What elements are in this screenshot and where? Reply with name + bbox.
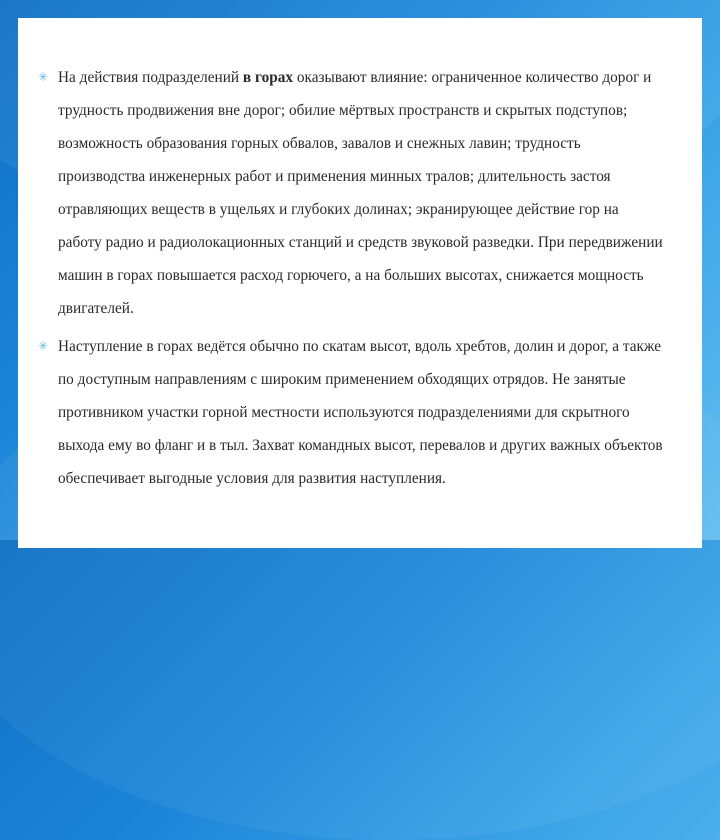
- bullet-text-bold: в горах: [242, 69, 294, 86]
- bullet-text: Наступление в горах ведётся обычно по скатам высот, вдоль хребтов, долин и дорог, а также по доступным направлениям с широким применением обходящих отрядов. Не занятые противником участки горной местности используются подразделениями для скрытного выхода ему во фланг и в тыл. Захват командных высот, перевалов и других важных объектов обеспечивает выгодные условия для развития наступления.: [58, 338, 663, 487]
- bullet-item-offensive: [32, 330, 666, 495]
- asterisk-bullet-icon: ✳: [37, 339, 49, 353]
- slide-content-panel: [18, 18, 702, 548]
- bullet-text-before: На действия подразделений: [58, 69, 243, 86]
- asterisk-bullet-icon: ✳: [37, 70, 49, 84]
- bullet-text-after: оказывают влияние: ограниченное количество дорог и трудность продвижения вне дорог; обилие мёртвых пространств и скрытых подступов; возможность образования горных обвалов, завалов и снежных лавин; трудность производства инженерных работ и применения минных тралов; длительность застоя отравляющих веществ в ущельях и глубоких долинах; экранирующее действие гор на работу радио и радиолокационных станций и средств звуковой разведки. При передвижении машин в горах повышается расход горючего, а на больших высотах, снижается мощность двигателей.: [58, 69, 663, 317]
- bullet-item-mountain-effects: [32, 61, 666, 325]
